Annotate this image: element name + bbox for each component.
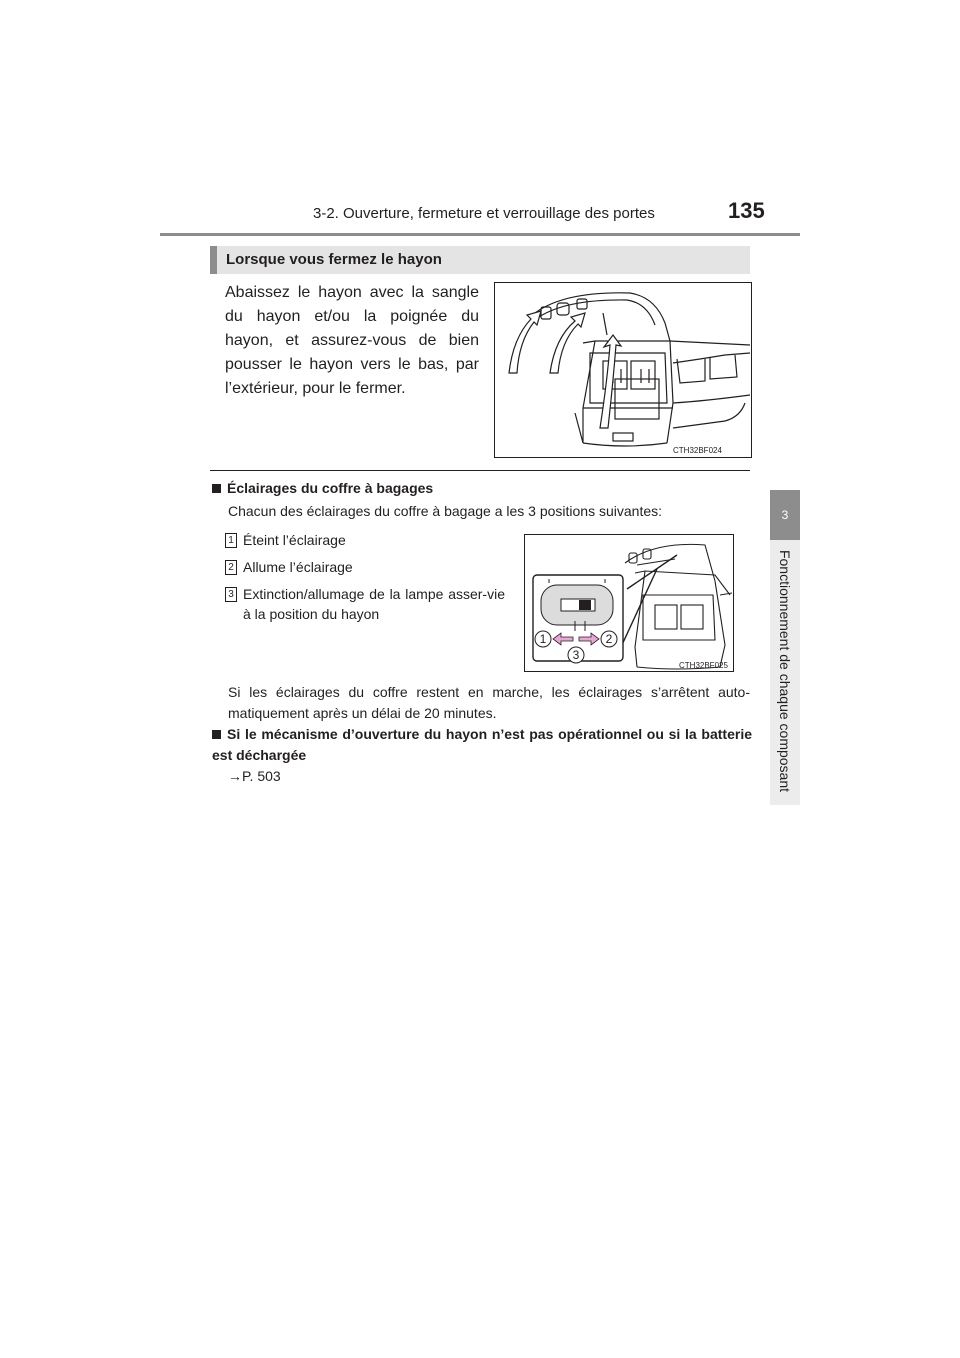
item-number-2: 2: [225, 560, 237, 575]
section-title-accent: [210, 246, 217, 274]
chapter-title: Fonctionnement de chaque composant: [777, 549, 793, 793]
battery-heading: [212, 724, 752, 766]
running-header-section: 3-2. Ouverture, fermeture et verrouillage des portes: [313, 205, 655, 222]
closing-instructions: Abaissez le hayon avec la sangle du hayon et/ou la poignée du hayon, et assurez-vous de bien pousser le hayon vers le bas, par l’extérieur, pour le fermer.: [225, 284, 479, 397]
luggage-light-drawing: [525, 535, 733, 671]
page-number: 135: [728, 198, 765, 223]
item-number-1: 1: [225, 533, 237, 548]
lights-note: Si les éclairages du coffre restent en marche, les éclairages s’arrêtent auto-matiquement après un délai de 20 minutes.: [228, 684, 750, 721]
callout-1: 1: [539, 632, 547, 646]
section-title: Lorsque vous fermez le hayon: [226, 251, 442, 268]
section-divider: [210, 470, 750, 471]
section-title-box: [210, 246, 750, 274]
light-position-1: Éteint l’éclairage: [243, 532, 346, 548]
item-number-3: 3: [225, 587, 237, 602]
chapter-tab: 3: [770, 490, 800, 540]
figure-code-2: CTH32BF025: [679, 661, 728, 670]
luggage-light-switch-illustration: [524, 534, 734, 672]
light-position-2: Allume l’éclairage: [243, 559, 353, 575]
battery-heading-text: Si le mécanisme d’ouverture du hayon n’est pas opérationnel ou si la batterie est déchargée: [212, 726, 752, 763]
lights-intro: Chacun des éclairages du coffre à bagage a les 3 positions suivantes:: [228, 503, 663, 519]
page-reference-link[interactable]: →P. 503: [228, 768, 281, 784]
header-rule: [160, 233, 800, 236]
tailgate-closing-drawing: [495, 283, 751, 457]
figure-code: CTH32BF024: [673, 446, 722, 455]
callout-3: 3: [572, 648, 580, 662]
light-position-3: Extinction/allumage de la lampe asser-vie à la position du hayon: [243, 586, 505, 622]
bullet-square-icon: [212, 730, 221, 739]
lights-heading-text: Éclairages du coffre à bagages: [227, 480, 434, 496]
bullet-square-icon: [212, 484, 221, 493]
callout-2: 2: [605, 632, 613, 646]
lights-heading: [212, 480, 433, 496]
tailgate-closing-illustration: [494, 282, 752, 458]
